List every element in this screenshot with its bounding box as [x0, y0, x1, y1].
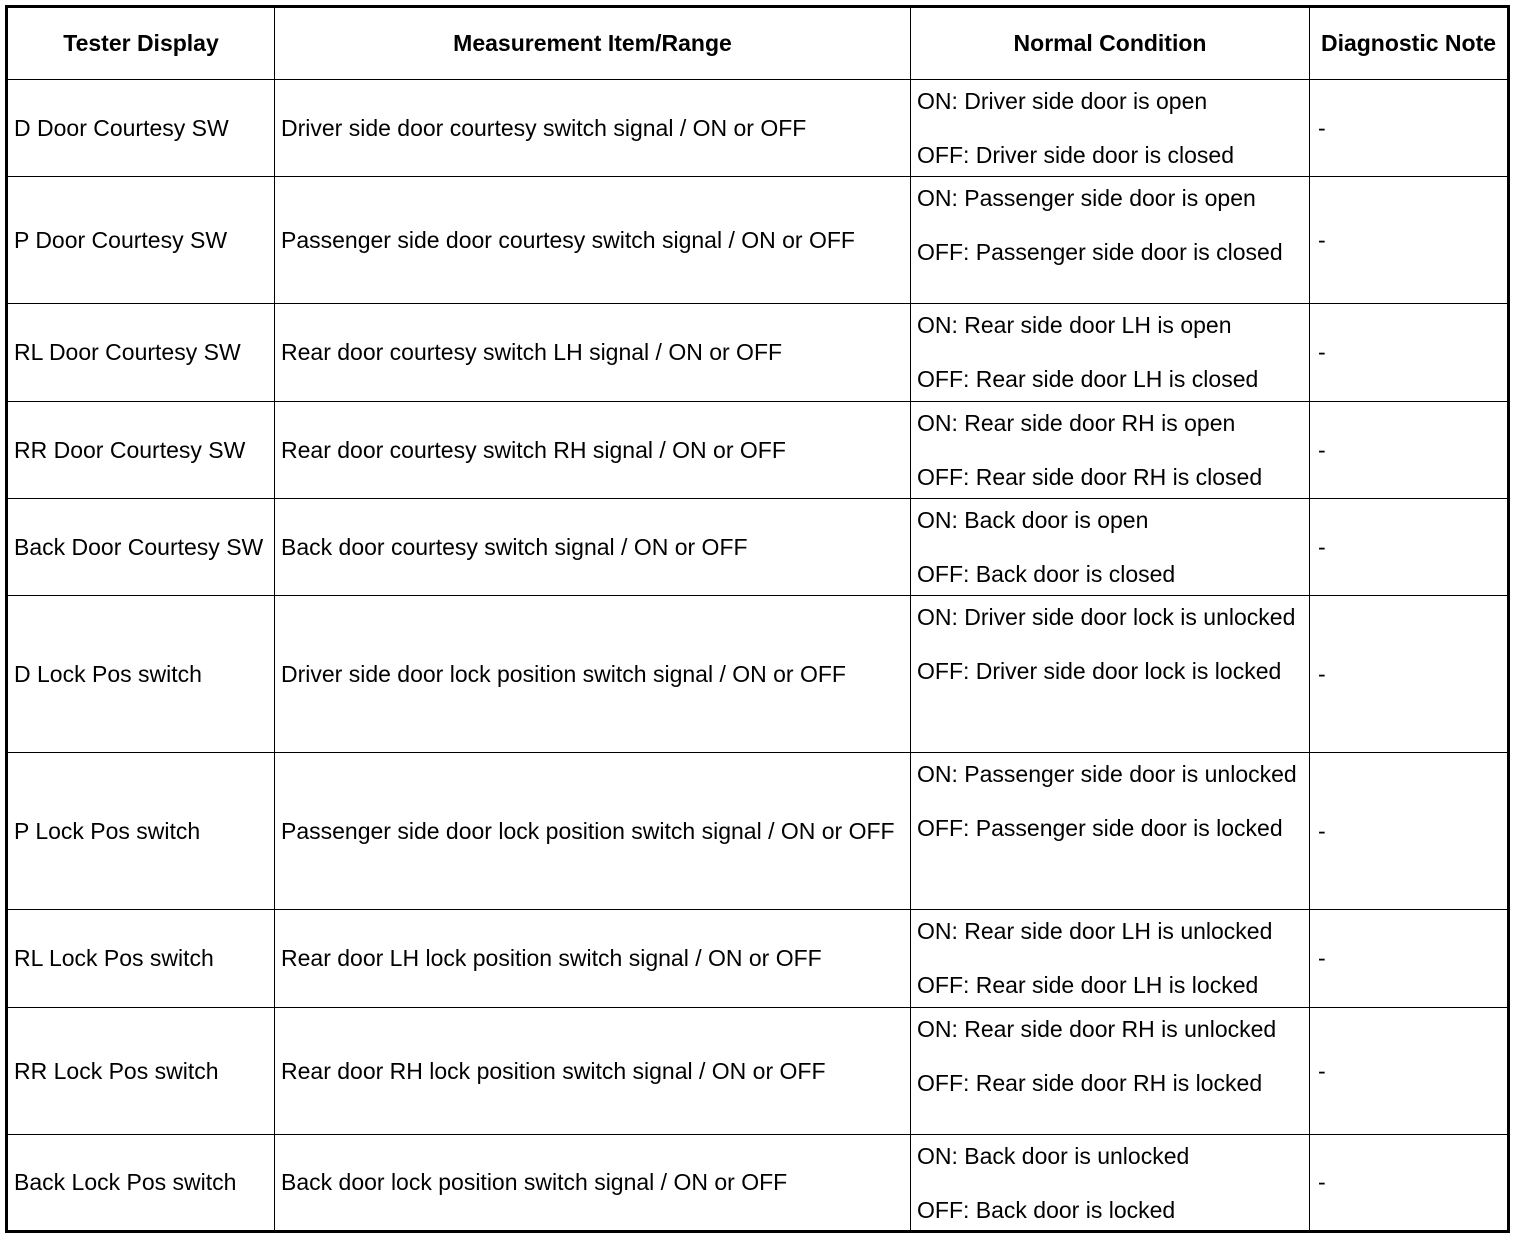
- condition-off: OFF: Rear side door RH is closed: [917, 463, 1263, 490]
- table-row: [7, 595, 1509, 752]
- measurement-cell: Rear door RH lock position switch signal / ON or OFF: [275, 1007, 911, 1134]
- normal-condition-cell: [911, 304, 1310, 401]
- measurement-cell: Passenger side door courtesy switch signal / ON or OFF: [275, 177, 911, 304]
- header-diagnostic-note: Diagnostic Note: [1310, 7, 1509, 80]
- condition-on: ON: Driver side door lock is unlocked: [917, 603, 1296, 630]
- diagnostic-note-cell: -: [1310, 753, 1509, 910]
- tester-display-cell: Back Lock Pos switch: [7, 1134, 275, 1231]
- diagnostic-note-cell: -: [1310, 401, 1509, 498]
- measurement-cell: Passenger side door lock position switch signal / ON or OFF: [275, 753, 911, 910]
- table-row: [7, 304, 1509, 401]
- condition-off: OFF: Rear side door LH is locked: [917, 972, 1259, 999]
- table-row: [7, 1007, 1509, 1134]
- condition-on: ON: Passenger side door is open: [917, 185, 1256, 212]
- condition-off: OFF: Back door is closed: [917, 560, 1176, 587]
- tester-display-cell: RL Door Courtesy SW: [7, 304, 275, 401]
- normal-condition-cell: [911, 595, 1310, 752]
- normal-condition-cell: [911, 498, 1310, 595]
- normal-condition-cell: [911, 910, 1310, 1007]
- table-row: [7, 753, 1509, 910]
- table-row: [7, 177, 1509, 304]
- normal-condition-cell: [911, 80, 1310, 177]
- measurement-cell: Back door courtesy switch signal / ON or OFF: [275, 498, 911, 595]
- normal-condition-cell: [911, 1007, 1310, 1134]
- table-row: [7, 80, 1509, 177]
- measurement-cell: Driver side door lock position switch signal / ON or OFF: [275, 595, 911, 752]
- tester-display-cell: Back Door Courtesy SW: [7, 498, 275, 595]
- condition-on: ON: Back door is unlocked: [917, 1142, 1190, 1169]
- tester-display-cell: P Lock Pos switch: [7, 753, 275, 910]
- condition-off: OFF: Driver side door is closed: [917, 142, 1234, 168]
- header-tester-display: Tester Display: [7, 7, 275, 80]
- tester-display-cell: RR Lock Pos switch: [7, 1007, 275, 1134]
- table-row: [7, 401, 1509, 498]
- header-normal-condition: Normal Condition: [911, 7, 1310, 80]
- normal-condition-cell: [911, 1134, 1310, 1231]
- tester-display-cell: RL Lock Pos switch: [7, 910, 275, 1007]
- diagnostic-note-cell: -: [1310, 177, 1509, 304]
- condition-on: ON: Rear side door RH is open: [917, 409, 1236, 436]
- measurement-cell: Rear door LH lock position switch signal / ON or OFF: [275, 910, 911, 1007]
- condition-on: ON: Back door is open: [917, 506, 1149, 533]
- condition-off: OFF: Back door is locked: [917, 1196, 1176, 1223]
- condition-on: ON: Rear side door LH is unlocked: [917, 918, 1273, 945]
- diagnostic-note-cell: -: [1310, 1134, 1509, 1231]
- tester-display-cell: D Lock Pos switch: [7, 595, 275, 752]
- diagnostic-note-cell: -: [1310, 910, 1509, 1007]
- normal-condition-cell: [911, 401, 1310, 498]
- table-row: [7, 498, 1509, 595]
- diagnostic-note-cell: -: [1310, 80, 1509, 177]
- condition-on: ON: Driver side door is open: [917, 88, 1208, 114]
- measurement-cell: Rear door courtesy switch RH signal / ON or OFF: [275, 401, 911, 498]
- condition-off: OFF: Passenger side door is closed: [917, 239, 1283, 266]
- condition-off: OFF: Passenger side door is locked: [917, 815, 1283, 842]
- header-row: [7, 7, 1509, 80]
- condition-off: OFF: Rear side door RH is locked: [917, 1069, 1263, 1096]
- normal-condition-cell: [911, 177, 1310, 304]
- condition-off: OFF: Driver side door lock is locked: [917, 657, 1282, 684]
- data-table: [5, 5, 1510, 1233]
- diagnostic-note-cell: -: [1310, 1007, 1509, 1134]
- condition-off: OFF: Rear side door LH is closed: [917, 366, 1259, 393]
- measurement-cell: Back door lock position switch signal / ON or OFF: [275, 1134, 911, 1231]
- measurement-cell: Driver side door courtesy switch signal / ON or OFF: [275, 80, 911, 177]
- table-row: [7, 1134, 1509, 1231]
- diagnostic-note-cell: -: [1310, 304, 1509, 401]
- condition-on: ON: Rear side door LH is open: [917, 312, 1232, 339]
- tester-display-cell: D Door Courtesy SW: [7, 80, 275, 177]
- header-measurement: Measurement Item/Range: [275, 7, 911, 80]
- table-row: [7, 910, 1509, 1007]
- condition-on: ON: Rear side door RH is unlocked: [917, 1015, 1277, 1042]
- diagnostic-note-cell: -: [1310, 595, 1509, 752]
- normal-condition-cell: [911, 753, 1310, 910]
- tester-display-cell: P Door Courtesy SW: [7, 177, 275, 304]
- condition-on: ON: Passenger side door is unlocked: [917, 761, 1297, 788]
- diagnostic-note-cell: -: [1310, 498, 1509, 595]
- tester-display-cell: RR Door Courtesy SW: [7, 401, 275, 498]
- measurement-cell: Rear door courtesy switch LH signal / ON or OFF: [275, 304, 911, 401]
